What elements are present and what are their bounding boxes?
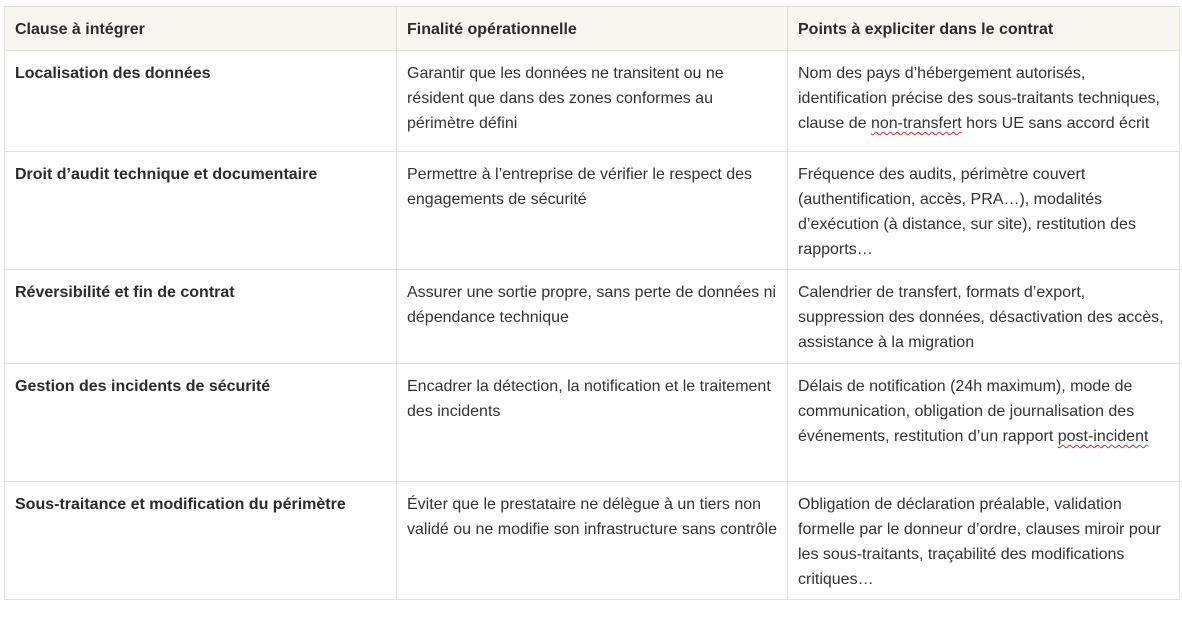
spellcheck-flagged-word[interactable]: post-incident <box>1057 428 1149 445</box>
spellcheck-flagged-word[interactable]: non-transfert <box>870 115 962 132</box>
cell-points-text: Délais de notification (24h maximum), mode de communication, obligation de journalisation des événements, restitution d’un rapport <box>798 378 1135 445</box>
contract-clauses-table-container <box>4 6 1179 600</box>
header-row <box>5 7 1180 51</box>
header-finalite: Finalité opérationnelle <box>397 7 788 51</box>
cell-clause: Localisation des données <box>5 51 397 152</box>
cell-points-text-end: hors UE sans accord écrit <box>961 115 1150 132</box>
cell-finalite: Permettre à l’entreprise de vérifier le respect des engagements de sécurité <box>397 152 788 270</box>
table-row <box>5 482 1180 600</box>
header-clause: Clause à intégrer <box>5 7 397 51</box>
cell-clause: Gestion des incidents de sécurité <box>5 364 397 482</box>
table-row <box>5 51 1180 152</box>
contract-clauses-table <box>4 6 1180 600</box>
cell-points: Obligation de déclaration préalable, validation formelle par le donneur d’ordre, clauses miroir pour les sous-traitants, traçabilité des modifications critiques… <box>788 482 1180 600</box>
table-row <box>5 152 1180 270</box>
cell-points-text: Nom des pays d’hébergement autorisés, identification précise des sous-traitants techniques, clause de <box>798 65 1160 132</box>
cell-points: Calendrier de transfert, formats d’export, suppression des données, désactivation des accès, assistance à la migration <box>788 270 1180 364</box>
table-row <box>5 270 1180 364</box>
cell-finalite: Assurer une sortie propre, sans perte de données ni dépendance technique <box>397 270 788 364</box>
header-points: Points à expliciter dans le contrat <box>788 7 1180 51</box>
cell-clause: Droit d’audit technique et documentaire <box>5 152 397 270</box>
cell-points: Fréquence des audits, périmètre couvert (authentification, accès, PRA…), modalités d’exécution (à distance, sur site), restitution des rapports… <box>788 152 1180 270</box>
cell-finalite: Garantir que les données ne transitent ou ne résident que dans des zones conformes au périmètre défini <box>397 51 788 152</box>
cell-points <box>788 364 1180 482</box>
cell-clause: Réversibilité et fin de contrat <box>5 270 397 364</box>
cell-finalite: Encadrer la détection, la notification et le traitement des incidents <box>397 364 788 482</box>
cell-points <box>788 51 1180 152</box>
cell-clause: Sous-traitance et modification du périmètre <box>5 482 397 600</box>
cell-finalite: Éviter que le prestataire ne délègue à un tiers non validé ou ne modifie son infrastructure sans contrôle <box>397 482 788 600</box>
table-row <box>5 364 1180 482</box>
